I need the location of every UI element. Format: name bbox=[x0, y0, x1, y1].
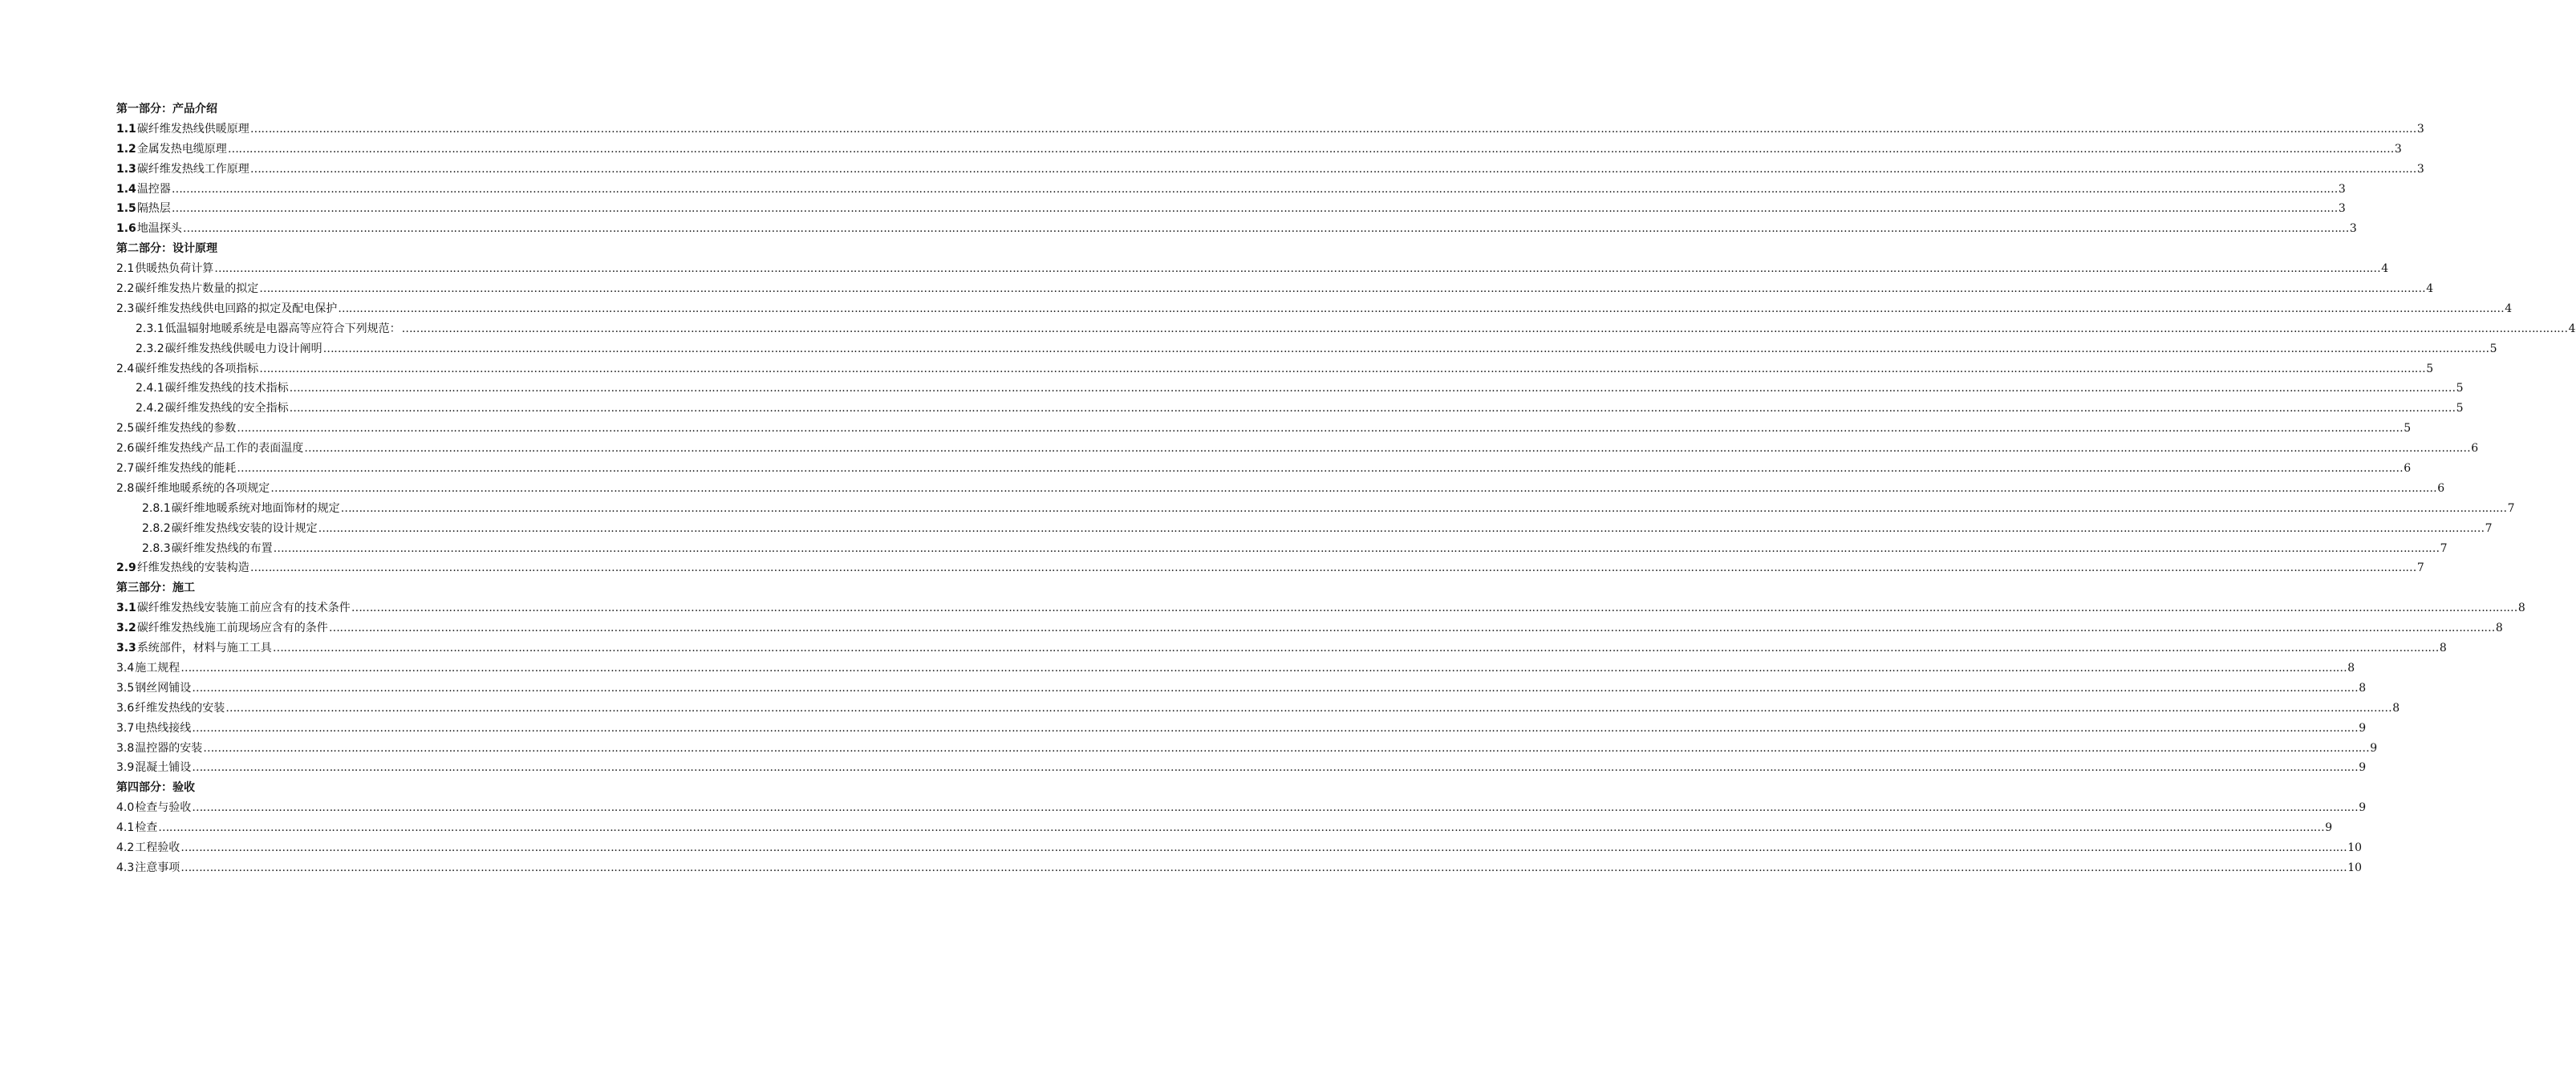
entry-number: 2.4 bbox=[116, 362, 135, 375]
toc-entry[interactable] bbox=[116, 838, 2363, 858]
entry-title: 金属发热电缆原理 bbox=[136, 142, 227, 156]
toc-entry-row bbox=[0, 798, 2367, 818]
dot-leader: …………………………………………………………………………………………………………………………………………………………………………………………………………………………………………………………………………………………………………………………………………………………………………………………………………………………………………………………………………………………………………………………………………………… bbox=[182, 222, 2349, 236]
section-heading: 第二部分：设计原理 bbox=[116, 242, 217, 256]
page-number: 9 bbox=[2359, 721, 2367, 735]
section-heading-row bbox=[0, 578, 762, 598]
entry-number: 2.4.2 bbox=[136, 402, 164, 415]
entry-number: 1.1 bbox=[116, 122, 136, 136]
entry-number: 3.7 bbox=[116, 721, 135, 735]
toc-entry-row bbox=[0, 838, 2363, 858]
dot-leader: …………………………………………………………………………………………………………………………………………………………………………………………………………………………………………………………………………………………………………………………………………………………………………………………………………………………………………………………………………………………………………………………………………………… bbox=[338, 302, 2505, 315]
toc-entry[interactable] bbox=[116, 638, 2447, 659]
toc-entry[interactable] bbox=[116, 479, 2445, 499]
toc-entry-row bbox=[0, 519, 2493, 539]
entry-number: 2.3.1 bbox=[136, 322, 164, 335]
toc-entry[interactable] bbox=[136, 339, 2497, 359]
entry-title: 钢丝网铺设 bbox=[135, 681, 192, 695]
entry-number: 3.8 bbox=[116, 741, 135, 755]
dot-leader: …………………………………………………………………………………………………………………………………………………………………………………………………………………………………………………………………………………………………………………………………………………………………………………………………………………………………………………………………………………………………………………………………………………… bbox=[289, 402, 2456, 415]
entry-title: 碳纤维发热线供暖电力设计阐明 bbox=[164, 342, 323, 355]
page-number: 5 bbox=[2456, 402, 2464, 415]
page-number: 3 bbox=[2416, 162, 2424, 176]
entry-title: 检查 bbox=[135, 821, 158, 835]
entry-title: 碳纤维发热线产品工作的表面温度 bbox=[135, 442, 304, 456]
dot-leader: …………………………………………………………………………………………………………………………………………………………………………………………………………………………………………………………………………………………………………………………………………………………………………………………………………………………………………………………………………………………………………………………………………………… bbox=[181, 841, 2347, 854]
page-number: 9 bbox=[2325, 821, 2333, 835]
toc-entry[interactable] bbox=[136, 319, 2576, 339]
page-number: 8 bbox=[2392, 701, 2400, 715]
entry-title: 碳纤维发热线工作原理 bbox=[136, 162, 249, 176]
page-number: 3 bbox=[2416, 122, 2424, 136]
page-number: 6 bbox=[2404, 462, 2412, 476]
dot-leader: …………………………………………………………………………………………………………………………………………………………………………………………………………………………………………………………………………………………………………………………………………………………………………………………………………………………………………………………………………………………………………………………………………………… bbox=[340, 501, 2507, 515]
entry-title: 碳纤维发热线供暖原理 bbox=[136, 122, 249, 136]
toc-entry[interactable] bbox=[142, 519, 2493, 539]
entry-number: 3.6 bbox=[116, 701, 135, 715]
toc-entry[interactable] bbox=[116, 279, 2434, 299]
toc-entry-row bbox=[0, 319, 2576, 339]
dot-leader: …………………………………………………………………………………………………………………………………………………………………………………………………………………………………………………………………………………………………………………………………………………………………………………………………………………………………………………………………………………………………………………………………………………… bbox=[270, 481, 2437, 495]
page-number: 3 bbox=[2394, 142, 2402, 156]
toc-entry[interactable] bbox=[116, 598, 2525, 618]
entry-number: 2.9 bbox=[116, 561, 136, 575]
section-heading: 第四部分：验收 bbox=[116, 781, 195, 795]
page-number: 4 bbox=[2381, 262, 2389, 276]
table-of-contents bbox=[0, 99, 2576, 878]
toc-entry[interactable] bbox=[136, 399, 2464, 419]
entry-title: 碳纤维发热线的能耗 bbox=[135, 462, 237, 476]
toc-entry-row bbox=[0, 679, 2367, 699]
page-number: 5 bbox=[2404, 422, 2412, 436]
toc-entry-row bbox=[0, 758, 2367, 778]
toc-entry-row bbox=[0, 259, 2389, 279]
entry-title: 碳纤维发热线的各项指标 bbox=[135, 362, 259, 375]
toc-entry-row bbox=[0, 638, 2447, 659]
dot-leader: …………………………………………………………………………………………………………………………………………………………………………………………………………………………………………………………………………………………………………………………………………………………………………………………………………………………………………………………………………………………………………………………………………………… bbox=[192, 721, 2359, 735]
toc-entry[interactable] bbox=[116, 299, 2513, 319]
toc-entry[interactable] bbox=[116, 558, 2424, 578]
page-number: 8 bbox=[2495, 622, 2503, 635]
dot-leader: …………………………………………………………………………………………………………………………………………………………………………………………………………………………………………………………………………………………………………………………………………………………………………………………………………………………………………………………………………………………………………………………………………………… bbox=[318, 521, 2485, 535]
dot-leader: …………………………………………………………………………………………………………………………………………………………………………………………………………………………………………………………………………………………………………………………………………………………………………………………………………………………………………………………………………………………………………………………………………………… bbox=[249, 561, 2416, 575]
entry-title: 温控器的安装 bbox=[135, 741, 203, 755]
dot-leader: …………………………………………………………………………………………………………………………………………………………………………………………………………………………………………………………………………………………………………………………………………………………………………………………………………………………………………………………………………………………………………………………………………………… bbox=[304, 442, 2471, 456]
entry-number: 2.4.1 bbox=[136, 382, 164, 395]
toc-entry[interactable] bbox=[116, 419, 2412, 439]
entry-number: 2.8.1 bbox=[142, 501, 171, 515]
entry-title: 纤维发热线的安装构造 bbox=[136, 561, 249, 575]
section-heading-row bbox=[0, 778, 762, 798]
toc-entry-row bbox=[0, 439, 2479, 459]
entry-title: 碳纤维发热线的安全指标 bbox=[164, 402, 289, 415]
entry-number: 3.9 bbox=[116, 761, 135, 775]
toc-entry-row bbox=[0, 219, 2357, 239]
toc-entry-row bbox=[0, 858, 2363, 878]
page-number: 3 bbox=[2338, 202, 2346, 216]
toc-entry-row bbox=[0, 558, 2424, 578]
page-number: 10 bbox=[2347, 861, 2363, 874]
toc-entry-row bbox=[0, 120, 2424, 140]
dot-leader: …………………………………………………………………………………………………………………………………………………………………………………………………………………………………………………………………………………………………………………………………………………………………………………………………………………………………………………………………………………………………………………………………………………… bbox=[192, 681, 2359, 695]
page-number: 6 bbox=[2437, 481, 2445, 495]
toc-entry-row bbox=[0, 199, 2346, 219]
toc-entry-row bbox=[0, 699, 2400, 719]
toc-entry-row bbox=[0, 399, 2464, 419]
page-number: 6 bbox=[2471, 442, 2479, 456]
toc-entry-row bbox=[0, 739, 2378, 759]
entry-title: 检查与验收 bbox=[135, 801, 192, 815]
entry-number: 3.3 bbox=[116, 642, 136, 655]
page-number: 7 bbox=[2440, 541, 2448, 555]
section-heading-row bbox=[0, 99, 762, 120]
page-number: 10 bbox=[2347, 841, 2363, 854]
dot-leader: …………………………………………………………………………………………………………………………………………………………………………………………………………………………………………………………………………………………………………………………………………………………………………………………………………………………………………………………………………………………………………………………………………………… bbox=[249, 122, 2416, 136]
entry-number: 2.8.2 bbox=[142, 521, 171, 535]
page-number: 4 bbox=[2426, 282, 2434, 296]
section-heading: 第一部分：产品介绍 bbox=[116, 103, 217, 116]
entry-number: 4.3 bbox=[116, 861, 135, 874]
entry-title: 碳纤维发热线的布置 bbox=[171, 541, 273, 555]
toc-entry[interactable] bbox=[116, 618, 2503, 638]
entry-title: 系统部件，材料与施工工具 bbox=[136, 642, 272, 655]
toc-entry-row bbox=[0, 140, 2402, 160]
dot-leader: …………………………………………………………………………………………………………………………………………………………………………………………………………………………………………………………………………………………………………………………………………………………………………………………………………………………………………………………………………………………………………………………………………………… bbox=[225, 701, 2392, 715]
toc-entry-row bbox=[0, 419, 2412, 439]
page-number: 3 bbox=[2338, 182, 2346, 196]
entry-title: 地温探头 bbox=[136, 222, 182, 236]
toc-entry-row bbox=[0, 299, 2513, 319]
page-number: 8 bbox=[2347, 661, 2355, 675]
entry-title: 碳纤维地暖系统的各项规定 bbox=[135, 481, 270, 495]
page-number: 5 bbox=[2456, 382, 2464, 395]
toc-entry[interactable] bbox=[116, 858, 2363, 878]
entry-title: 供暖热负荷计算 bbox=[135, 262, 214, 276]
page-number: 7 bbox=[2416, 561, 2424, 575]
entry-number: 2.5 bbox=[116, 422, 135, 436]
dot-leader: …………………………………………………………………………………………………………………………………………………………………………………………………………………………………………………………………………………………………………………………………………………………………………………………………………………………………………………………………………………………………………………………………………………… bbox=[181, 861, 2347, 874]
toc-entry[interactable] bbox=[116, 659, 2355, 679]
page-number: 4 bbox=[2568, 322, 2576, 335]
entry-number: 2.6 bbox=[116, 442, 135, 456]
dot-leader: …………………………………………………………………………………………………………………………………………………………………………………………………………………………………………………………………………………………………………………………………………………………………………………………………………………………………………………………………………………………………………………………………………………… bbox=[351, 602, 2517, 615]
entry-number: 3.2 bbox=[116, 622, 136, 635]
entry-number: 2.8 bbox=[116, 481, 135, 495]
entry-number: 1.6 bbox=[116, 222, 136, 236]
entry-title: 温控器 bbox=[136, 182, 171, 196]
toc-entry-row bbox=[0, 359, 2434, 379]
toc-entry[interactable] bbox=[116, 719, 2367, 739]
page-number: 5 bbox=[2426, 362, 2434, 375]
dot-leader: …………………………………………………………………………………………………………………………………………………………………………………………………………………………………………………………………………………………………………………………………………………………………………………………………………………………………………………………………………………………………………………………………………………… bbox=[171, 182, 2338, 196]
entry-title: 碳纤维地暖系统对地面饰材的规定 bbox=[171, 501, 340, 515]
toc-entry[interactable] bbox=[116, 679, 2367, 699]
toc-entry[interactable] bbox=[116, 219, 2357, 239]
dot-leader: …………………………………………………………………………………………………………………………………………………………………………………………………………………………………………………………………………………………………………………………………………………………………………………………………………………………………………………………………………………………………………………………………………………… bbox=[237, 462, 2404, 476]
toc-entry[interactable] bbox=[116, 359, 2434, 379]
toc-entry-row bbox=[0, 339, 2497, 359]
toc-entry[interactable] bbox=[116, 758, 2367, 778]
entry-title: 混凝土铺设 bbox=[135, 761, 192, 775]
dot-leader: …………………………………………………………………………………………………………………………………………………………………………………………………………………………………………………………………………………………………………………………………………………………………………………………………………………………………………………………………………………………………………………………………………………… bbox=[272, 642, 2439, 655]
entry-number: 2.7 bbox=[116, 462, 135, 476]
entry-title: 注意事项 bbox=[135, 861, 181, 874]
page-number: 9 bbox=[2370, 741, 2378, 755]
toc-entry[interactable] bbox=[116, 180, 2346, 200]
toc-entry-row bbox=[0, 539, 2448, 559]
entry-title: 电热线接线 bbox=[135, 721, 192, 735]
entry-title: 低温辐射地暖系统是电器高等应符合下列规范： bbox=[164, 322, 401, 335]
toc-entry[interactable] bbox=[142, 539, 2448, 559]
toc-entry[interactable] bbox=[116, 699, 2400, 719]
page-number: 4 bbox=[2505, 302, 2513, 315]
entry-number: 2.8.3 bbox=[142, 541, 171, 555]
entry-number: 4.0 bbox=[116, 801, 135, 815]
toc-entry[interactable] bbox=[116, 739, 2378, 759]
dot-leader: …………………………………………………………………………………………………………………………………………………………………………………………………………………………………………………………………………………………………………………………………………………………………………………………………………………………………………………………………………………………………………………………………………………… bbox=[259, 282, 2426, 296]
page-number: 8 bbox=[2359, 681, 2367, 695]
entry-title: 碳纤维发热线的参数 bbox=[135, 422, 237, 436]
toc-entry-row bbox=[0, 618, 2503, 638]
entry-number: 4.1 bbox=[116, 821, 135, 835]
entry-title: 施工规程 bbox=[135, 661, 181, 675]
toc-entry[interactable] bbox=[116, 120, 2424, 140]
toc-entry[interactable] bbox=[116, 259, 2389, 279]
toc-entry-row bbox=[0, 659, 2355, 679]
toc-entry-row bbox=[0, 279, 2434, 299]
dot-leader: …………………………………………………………………………………………………………………………………………………………………………………………………………………………………………………………………………………………………………………………………………………………………………………………………………………………………………………………………………………………………………………………………………………… bbox=[158, 821, 2325, 835]
toc-entry[interactable] bbox=[116, 199, 2346, 219]
toc-entry[interactable] bbox=[116, 818, 2333, 838]
entry-title: 碳纤维发热线安装的设计规定 bbox=[171, 521, 318, 535]
entry-title: 隔热层 bbox=[136, 202, 171, 216]
section-heading: 第三部分：施工 bbox=[116, 582, 195, 595]
toc-entry[interactable] bbox=[136, 379, 2464, 399]
entry-number: 2.3 bbox=[116, 302, 135, 315]
dot-leader: …………………………………………………………………………………………………………………………………………………………………………………………………………………………………………………………………………………………………………………………………………………………………………………………………………………………………………………………………………………………………………………………………………………… bbox=[227, 142, 2394, 156]
dot-leader: …………………………………………………………………………………………………………………………………………………………………………………………………………………………………………………………………………………………………………………………………………………………………………………………………………………………………………………………………………………………………………………………………………………… bbox=[273, 541, 2440, 555]
entry-number: 1.4 bbox=[116, 182, 136, 196]
entry-title: 工程验收 bbox=[135, 841, 181, 854]
entry-number: 3.5 bbox=[116, 681, 135, 695]
dot-leader: …………………………………………………………………………………………………………………………………………………………………………………………………………………………………………………………………………………………………………………………………………………………………………………………………………………………………………………………………………………………………………………………………………………… bbox=[171, 202, 2338, 216]
dot-leader: …………………………………………………………………………………………………………………………………………………………………………………………………………………………………………………………………………………………………………………………………………………………………………………………………………………………………………………………………………………………………………………………………………………… bbox=[401, 322, 2568, 335]
dot-leader: …………………………………………………………………………………………………………………………………………………………………………………………………………………………………………………………………………………………………………………………………………………………………………………………………………………………………………………………………………………………………………………………………………………… bbox=[259, 362, 2426, 375]
dot-leader: …………………………………………………………………………………………………………………………………………………………………………………………………………………………………………………………………………………………………………………………………………………………………………………………………………………………………………………………………………………………………………………………………………………… bbox=[249, 162, 2416, 176]
toc-entry-row bbox=[0, 160, 2424, 180]
dot-leader: …………………………………………………………………………………………………………………………………………………………………………………………………………………………………………………………………………………………………………………………………………………………………………………………………………………………………………………………………………………………………………………………………………………… bbox=[192, 801, 2359, 815]
toc-entry-row bbox=[0, 499, 2515, 519]
page-number: 9 bbox=[2359, 761, 2367, 775]
page-number: 7 bbox=[2485, 521, 2493, 535]
dot-leader: …………………………………………………………………………………………………………………………………………………………………………………………………………………………………………………………………………………………………………………………………………………………………………………………………………………………………………………………………………………………………………………………………………………… bbox=[328, 622, 2495, 635]
toc-entry[interactable] bbox=[116, 439, 2479, 459]
entry-number: 4.2 bbox=[116, 841, 135, 854]
toc-entry-row bbox=[0, 180, 2346, 200]
entry-title: 碳纤维发热片数量的拟定 bbox=[135, 282, 259, 296]
page-number: 3 bbox=[2349, 222, 2357, 236]
entry-number: 3.4 bbox=[116, 661, 135, 675]
toc-entry[interactable] bbox=[116, 160, 2424, 180]
toc-entry-row bbox=[0, 459, 2412, 479]
toc-entry-row bbox=[0, 598, 2525, 618]
toc-entry[interactable] bbox=[116, 459, 2412, 479]
dot-leader: …………………………………………………………………………………………………………………………………………………………………………………………………………………………………………………………………………………………………………………………………………………………………………………………………………………………………………………………………………………………………………………………………………………… bbox=[192, 761, 2359, 775]
entry-title: 碳纤维发热线施工前现场应含有的条件 bbox=[136, 622, 328, 635]
dot-leader: …………………………………………………………………………………………………………………………………………………………………………………………………………………………………………………………………………………………………………………………………………………………………………………………………………………………………………………………………………………………………………………………………………………… bbox=[289, 382, 2456, 395]
entry-number: 2.3.2 bbox=[136, 342, 164, 355]
page-number: 5 bbox=[2489, 342, 2497, 355]
toc-entry-row bbox=[0, 818, 2333, 838]
entry-title: 碳纤维发热线的技术指标 bbox=[164, 382, 289, 395]
toc-entry[interactable] bbox=[142, 499, 2515, 519]
toc-entry-row bbox=[0, 379, 2464, 399]
entry-number: 2.2 bbox=[116, 282, 135, 296]
entry-title: 碳纤维发热线安装施工前应含有的技术条件 bbox=[136, 602, 351, 615]
dot-leader: …………………………………………………………………………………………………………………………………………………………………………………………………………………………………………………………………………………………………………………………………………………………………………………………………………………………………………………………………………………………………………………………………………………… bbox=[181, 661, 2347, 675]
dot-leader: …………………………………………………………………………………………………………………………………………………………………………………………………………………………………………………………………………………………………………………………………………………………………………………………………………………………………………………………………………………………………………………………………………………… bbox=[237, 422, 2404, 436]
entry-title: 纤维发热线的安装 bbox=[135, 701, 225, 715]
entry-number: 1.3 bbox=[116, 162, 136, 176]
page-number: 7 bbox=[2507, 501, 2515, 515]
page-number: 8 bbox=[2517, 602, 2525, 615]
entry-title: 碳纤维发热线供电回路的拟定及配电保护 bbox=[135, 302, 338, 315]
dot-leader: …………………………………………………………………………………………………………………………………………………………………………………………………………………………………………………………………………………………………………………………………………………………………………………………………………………………………………………………………………………………………………………………………………………… bbox=[203, 741, 2370, 755]
toc-entry[interactable] bbox=[116, 140, 2402, 160]
page-number: 9 bbox=[2359, 801, 2367, 815]
dot-leader: …………………………………………………………………………………………………………………………………………………………………………………………………………………………………………………………………………………………………………………………………………………………………………………………………………………………………………………………………………………………………………………………………………………… bbox=[323, 342, 2489, 355]
entry-number: 3.1 bbox=[116, 602, 136, 615]
toc-entry[interactable] bbox=[116, 798, 2367, 818]
section-heading-row bbox=[0, 239, 762, 259]
entry-number: 1.5 bbox=[116, 202, 136, 216]
entry-number: 1.2 bbox=[116, 142, 136, 156]
dot-leader: …………………………………………………………………………………………………………………………………………………………………………………………………………………………………………………………………………………………………………………………………………………………………………………………………………………………………………………………………………………………………………………………………………………… bbox=[214, 262, 2381, 276]
entry-number: 2.1 bbox=[116, 262, 135, 276]
toc-entry-row bbox=[0, 479, 2445, 499]
page-number: 8 bbox=[2439, 642, 2447, 655]
toc-entry-row bbox=[0, 719, 2367, 739]
